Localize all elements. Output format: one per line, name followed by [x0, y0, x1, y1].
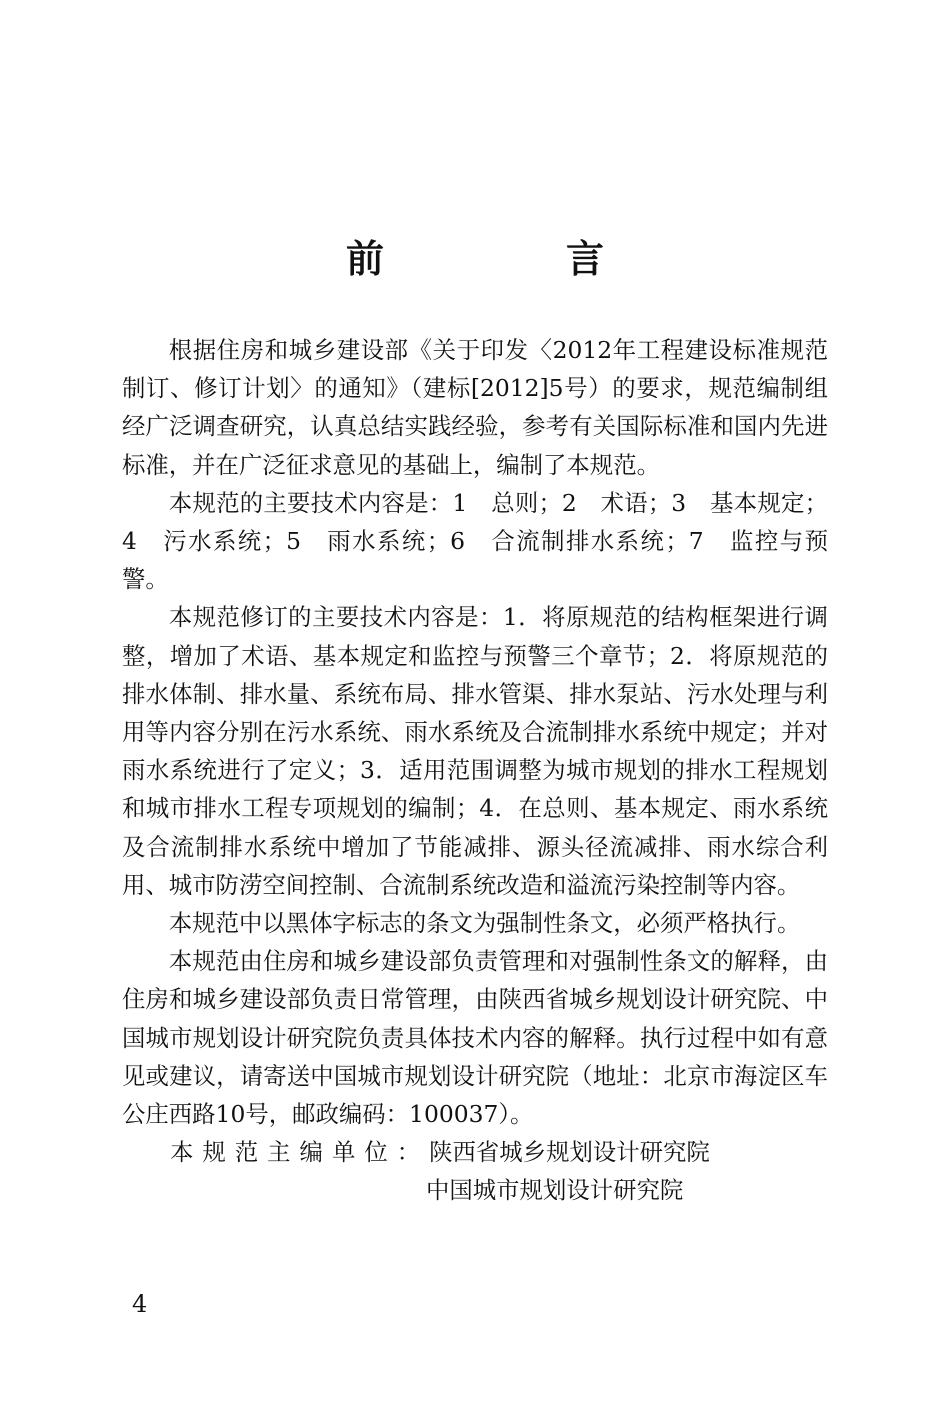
page-title: 前 言	[345, 237, 676, 281]
chief-editor-label: 本规范主编单位：	[170, 1138, 430, 1167]
chief-editor-unit-1: 陕西省城乡规划设计研究院	[429, 1138, 710, 1167]
preface-paragraph-3: 本规范修订的主要技术内容是：1．将原规范的结构框架进行调整，增加了术语、基本规定和监控与预警三个章节；2．将原规范的排水体制、排水量、系统布局、排水管渠、排水泵站、污水处理与利用等内容分别在污水系统、雨水系统及合流制排水系统中规定；并对雨水系统进行了定义；3．适用范围调整为城市规划的排水工程规划和城市排水工程专项规划的编制；4．在总则、基本规定、雨水系统及合流制排水系统中增加了节能减排、源头径流减排、雨水综合利用、城市防涝空间控制、合流制系统改造和溢流污染控制等内容。	[122, 603, 828, 899]
preface-paragraph-1: 根据住房和城乡建设部《关于印发〈2012年工程建设标准规范制订、修订计划〉的通知》（建标[2012]5号）的要求，规范编制组经广泛调查研究，认真总结实践经验，参考有关国际标准和国内先进标准，并在广泛征求意见的基础上，编制了本规范。	[122, 336, 828, 479]
chief-editor-line-2	[122, 1171, 828, 1209]
chief-editor-line	[122, 1133, 828, 1171]
preface-body	[122, 331, 828, 1210]
preface-paragraph-4: 本规范中以黑体字标志的条文为强制性条文，必须严格执行。	[168, 909, 801, 938]
preface-paragraph-5: 本规范由住房和城乡建设部负责管理和对强制性条文的解释，由住房和城乡建设部负责日常管理，由陕西省城乡规划设计研究院、中国城市规划设计研究院负责具体技术内容的解释。执行过程中如有意见或建议，请寄送中国城市规划设计研究院（地址：北京市海淀区车公庄西路10号，邮政编码：100037）。	[122, 947, 828, 1129]
chief-editor-unit-2: 中国城市规划设计研究院	[426, 1176, 684, 1205]
preface-paragraph-2: 本规范的主要技术内容是：1 总则；2 术语；3 基本规定；4 污水系统；5 雨水系统；6 合流制排水系统；7 监控与预警。	[122, 488, 828, 594]
page-number: 4	[132, 1290, 148, 1318]
